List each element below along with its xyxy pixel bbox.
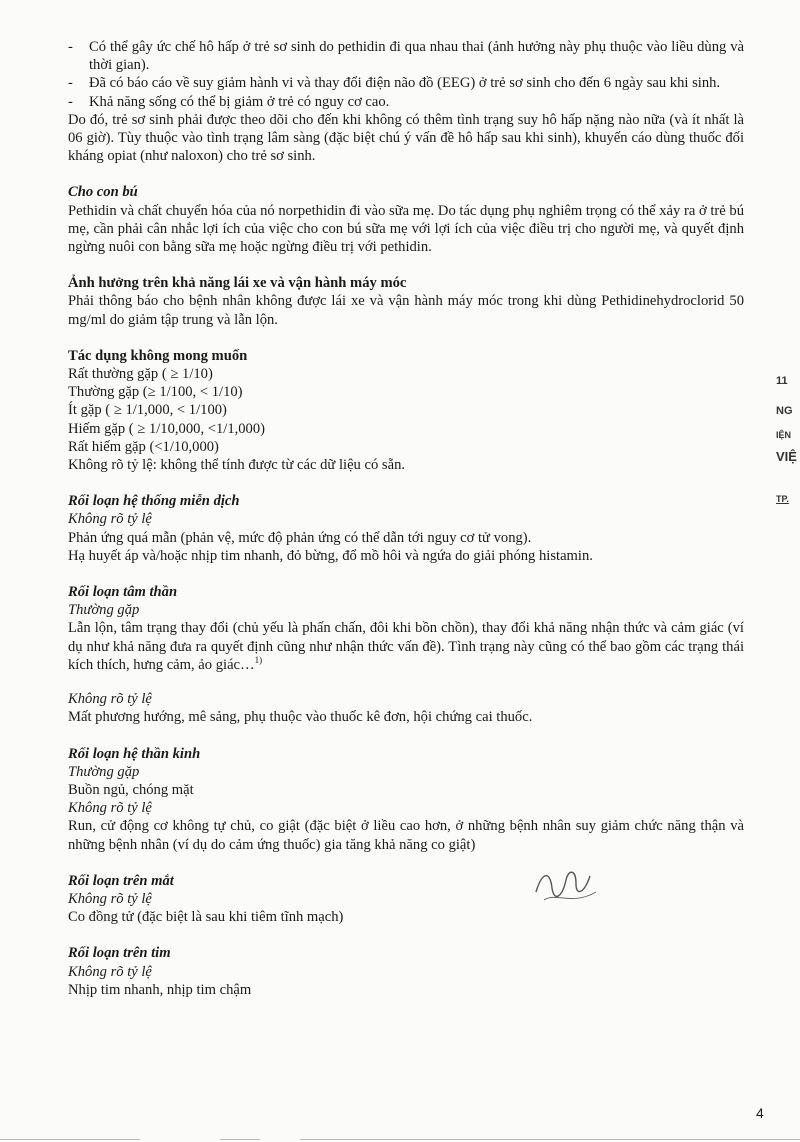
frequency-item: Thường gặp (≥ 1/100, < 1/10) xyxy=(68,384,243,401)
frequency-label: Không rõ tỷ lệ xyxy=(68,511,152,528)
frequency-label: Không rõ tỷ lệ xyxy=(68,963,152,980)
scan-edge-line xyxy=(0,1139,140,1140)
frequency-list xyxy=(68,365,744,474)
footnote-ref: 1) xyxy=(254,655,263,666)
driving-heading: Ảnh hưởng trên khả năng lái xe và vận hành máy móc xyxy=(68,275,407,292)
document-body xyxy=(68,38,744,999)
margin-fragment: IỆN xyxy=(776,430,792,440)
heart-text: Nhịp tim nhanh, nhịp tim chậm xyxy=(68,981,252,998)
eye-text: Co đồng tử (đặc biệt là sau khi tiêm tĩnh mạch) xyxy=(68,909,344,926)
scan-edge-line xyxy=(220,1139,260,1140)
immune-line: Hạ huyết áp và/hoặc nhịp tim nhanh, đỏ bừng, đổ mồ hôi và ngứa do giải phóng histamin. xyxy=(68,547,593,564)
eye-heading: Rối loạn trên mắt xyxy=(68,872,174,889)
immune-line: Phản ứng quá mẫn (phản vệ, mức độ phản ứng có thể dẫn tới nguy cơ tử vong). xyxy=(68,529,532,546)
nervous-heading: Rối loạn hệ thần kinh xyxy=(68,745,201,762)
psychiatric-unknown-text: Mất phương hướng, mê sảng, phụ thuộc vào thuốc kê đơn, hội chứng cai thuốc. xyxy=(68,709,533,726)
bullet-dash: - xyxy=(68,39,73,55)
heart-heading: Rối loạn trên tim xyxy=(68,945,171,962)
margin-fragment: TP. xyxy=(776,494,789,504)
frequency-item: Không rõ tỷ lệ: không thể tính được từ các dữ liệu có sẵn. xyxy=(68,457,406,474)
nervous-unknown-text: Run, cử động cơ không tự chủ, co giật (đặc biệt ở liều cao hơn, ở những bệnh nhân suy giảm chức năng thận và những bệnh nhân (ví dụ do cảm ứng thuốc) gia tăng khả năng co giật) xyxy=(68,818,744,853)
bullet-dash: - xyxy=(68,75,73,92)
adverse-effects-heading: Tác dụng không mong muốn xyxy=(68,347,248,364)
frequency-item: Hiếm gặp ( ≥ 1/10,000, <1/1,000) xyxy=(68,420,266,437)
intro-paragraph: Do đó, trẻ sơ sinh phải được theo dõi cho đến khi không có thêm tình trạng suy hô hấp nặng nào nữa (và ít nhất là 06 giờ). Tùy thuộc vào tình trạng lâm sàng (đặc biệt chú ý vấn đề hô hấp sau khi sinh), khuyến cáo dùng thuốc đối kháng opiat (như naloxon) cho trẻ sơ sinh. xyxy=(68,111,744,165)
breastfeeding-heading: Cho con bú xyxy=(68,184,138,201)
frequency-item: Rất thường gặp ( ≥ 1/10) xyxy=(68,366,213,383)
list-item: - Khả năng sống có thể bị giảm ở trẻ có nguy cơ cao. xyxy=(68,93,390,110)
page-number: 4 xyxy=(756,1105,764,1121)
immune-heading: Rối loạn hệ thống miễn dịch xyxy=(68,493,240,510)
frequency-item: Rất hiếm gặp (<1/10,000) xyxy=(68,438,219,455)
bullet-dash: - xyxy=(68,93,73,110)
list-item: - Có thể gây ức chế hô hấp ở trẻ sơ sinh do pethidin đi qua nhau thai (ảnh hưởng này phụ thuộc vào liều dùng và thời gian). xyxy=(68,39,744,74)
margin-fragment: 11 xyxy=(776,375,788,387)
psychiatric-common-text: Lẫn lộn, tâm trạng thay đổi (chủ yếu là phấn chấn, đôi khi bồn chồn), thay đổi khả năng nhận thức và cảm giác (ví dụ như khả năng đưa ra quyết định cũng như nhận thức vấn đề). Tình trạng này cũng có thể bao gồm các trạng thái kích thích, hưng cảm, ảo giác…$^{1)}$ xyxy=(68,620,744,673)
handwritten-initials xyxy=(532,862,602,912)
scan-edge-line xyxy=(300,1139,800,1140)
frequency-label: Không rõ tỷ lệ xyxy=(68,890,152,907)
list-item: - Đã có báo cáo về suy giảm hành vi và thay đổi điện não đồ (EEG) ở trẻ sơ sinh cho đến 6 ngày sau khi sinh. xyxy=(68,75,721,92)
driving-text: Phải thông báo cho bệnh nhân không được lái xe và vận hành máy móc trong khi dùng Pethidinehydroclorid 50 mg/ml do giảm tập trung và lẫn lộn. xyxy=(68,293,744,328)
margin-fragment: NG xyxy=(776,405,793,417)
frequency-label: Không rõ tỷ lệ xyxy=(68,800,152,817)
breastfeeding-text: Pethidin và chất chuyển hóa của nó norpethidin đi vào sữa mẹ. Do tác dụng phụ nghiêm trọng có thể xảy ra ở trẻ bú mẹ, cần phải cân nhắc lợi ích của việc cho con bú sữa mẹ với lợi ích của việc điều trị cho người mẹ, và quyết định ngừng nuôi con bằng sữa mẹ hoặc ngừng điều trị với pethidin. xyxy=(68,202,744,256)
frequency-label: Không rõ tỷ lệ xyxy=(68,691,152,708)
nervous-common-text: Buồn ngủ, chóng mặt xyxy=(68,781,194,798)
margin-fragment: VIỆ xyxy=(776,449,797,464)
frequency-item: Ít gặp ( ≥ 1/1,000, < 1/100) xyxy=(68,402,227,419)
frequency-label: Thường gặp xyxy=(68,602,140,619)
psychiatric-heading: Rối loạn tâm thần xyxy=(68,584,178,601)
frequency-label: Thường gặp xyxy=(68,763,140,780)
pregnancy-bullets xyxy=(68,38,744,111)
